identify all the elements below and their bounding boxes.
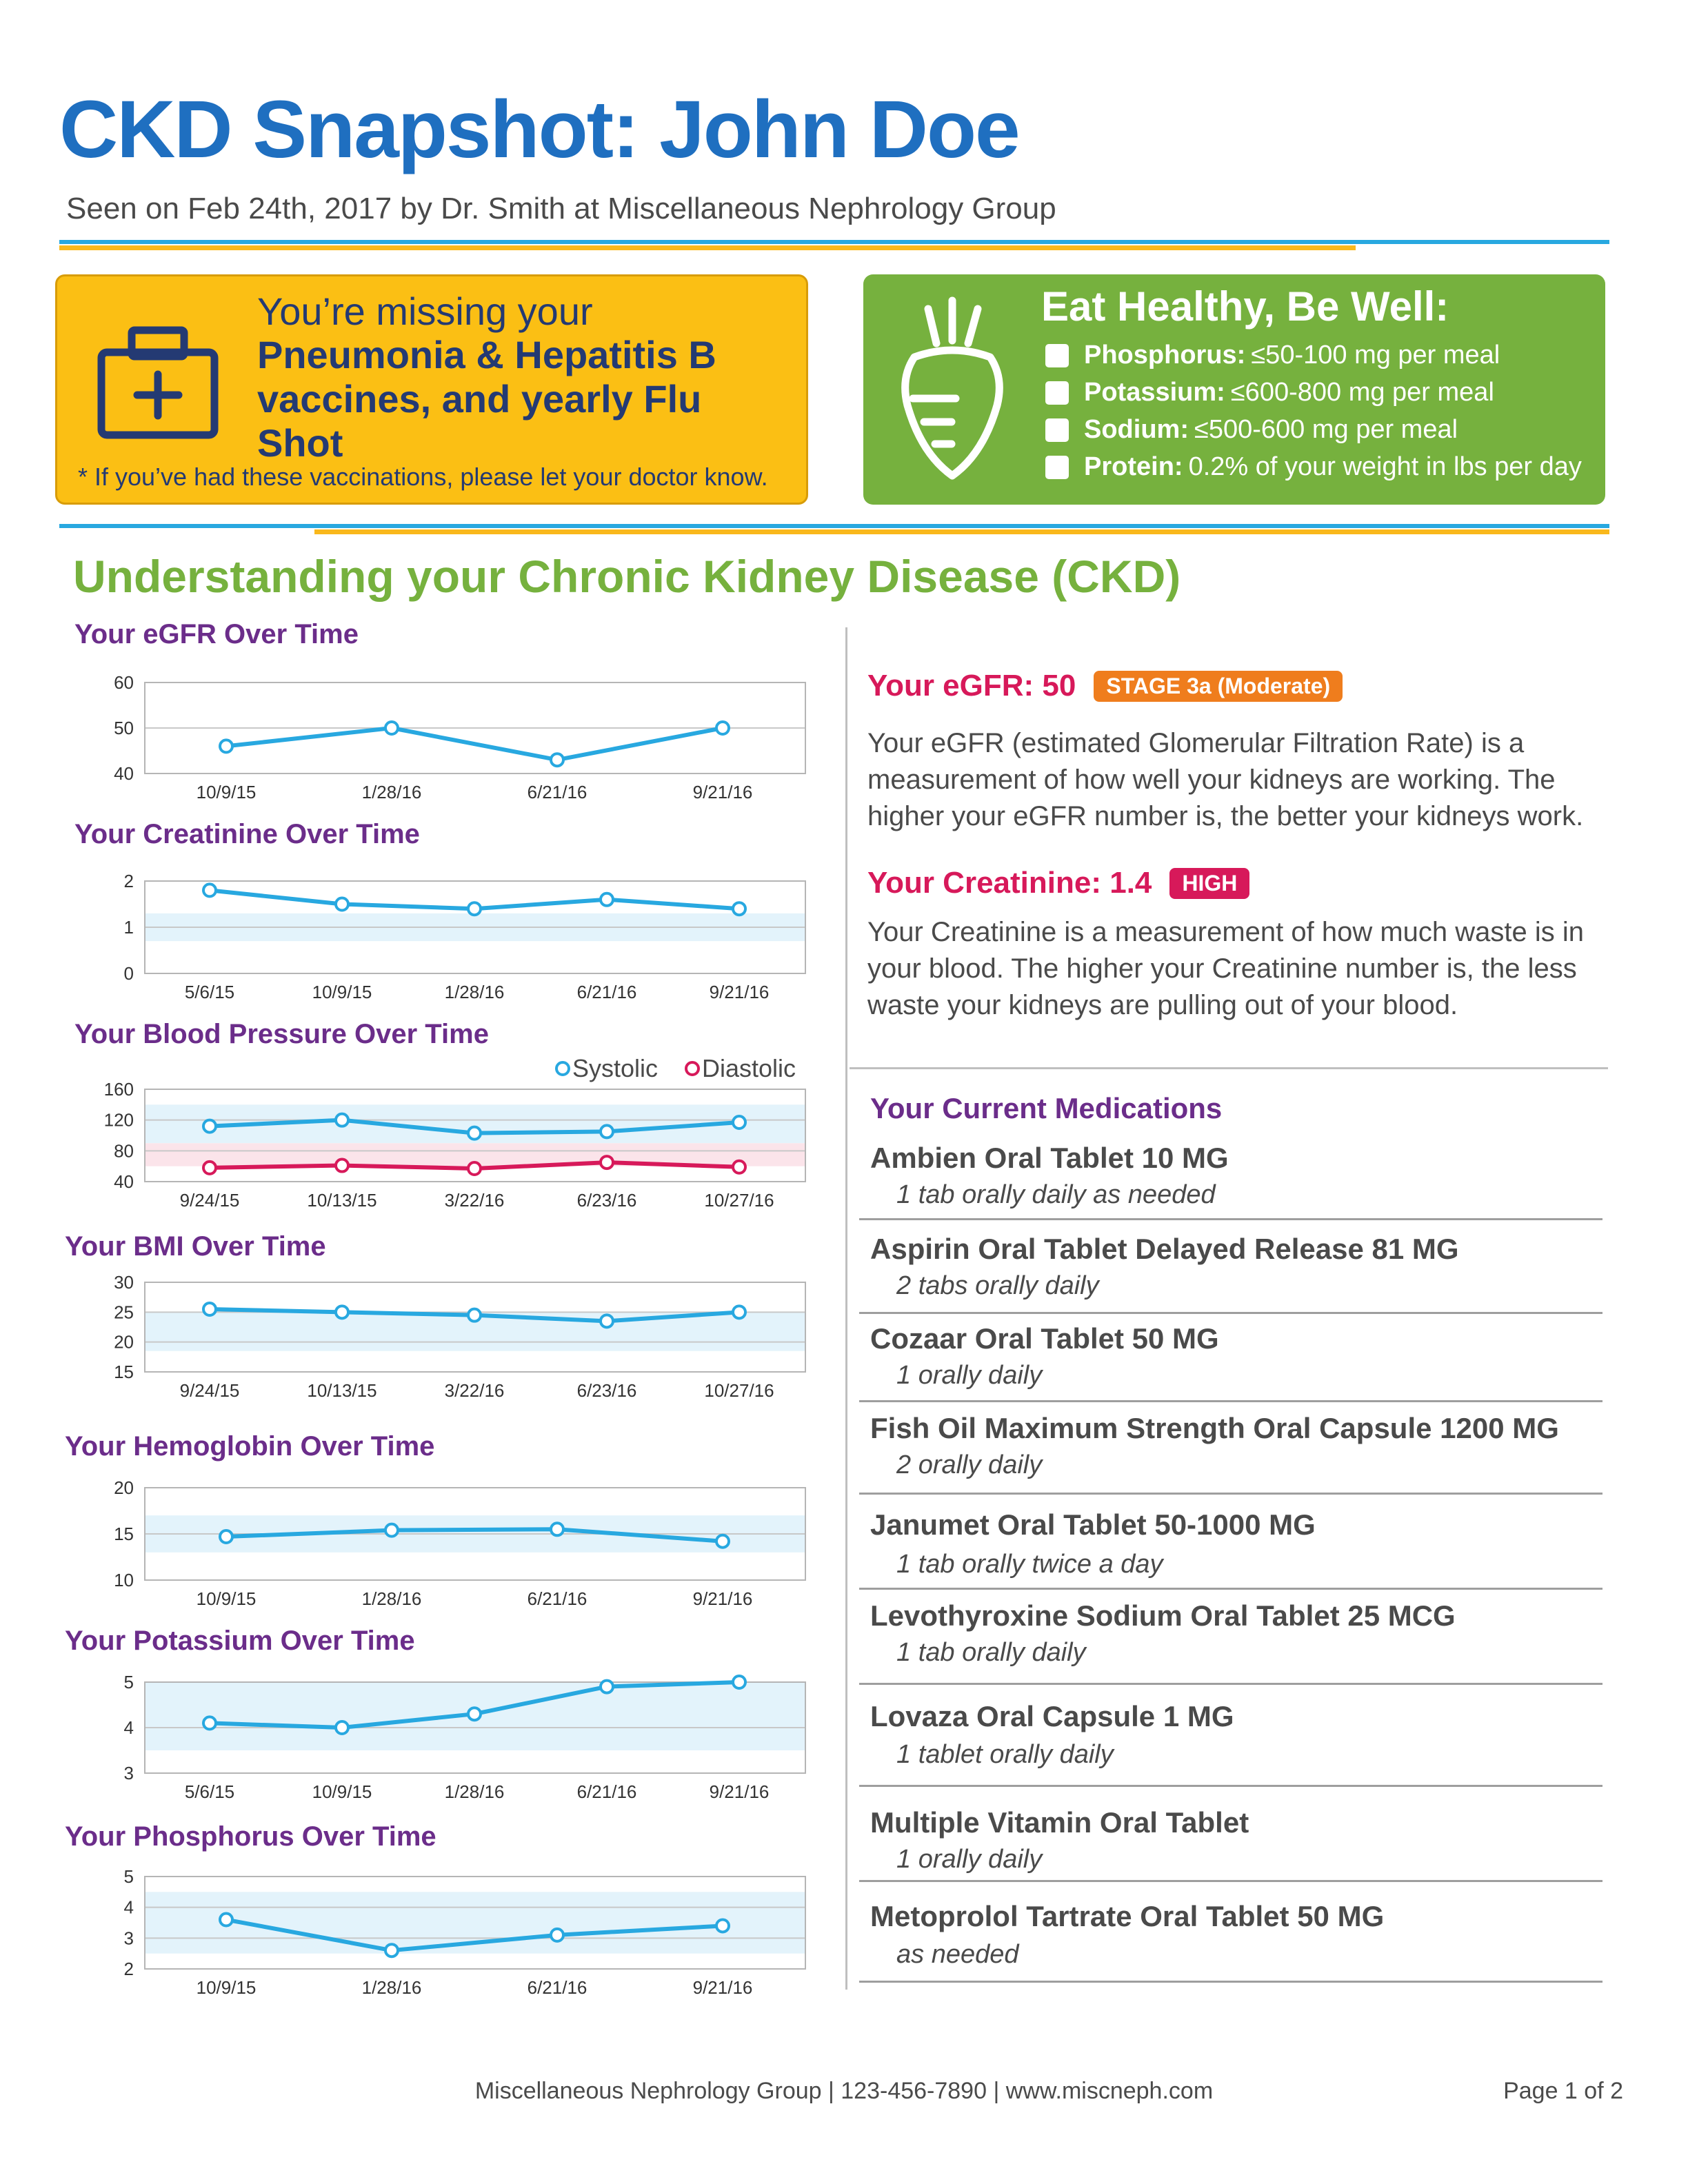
bmi-chart bbox=[0, 1268, 827, 1413]
data-point bbox=[203, 884, 216, 896]
creatinine-label: Your Creatinine: 1.4 bbox=[867, 866, 1152, 900]
y-tick-label: 5 bbox=[123, 1672, 134, 1692]
x-tick-label: 9/21/16 bbox=[709, 1781, 770, 1802]
x-tick-label: 3/22/16 bbox=[444, 1380, 505, 1401]
data-point bbox=[733, 1676, 745, 1688]
medication-name: Metoprolol Tartrate Oral Tablet 50 MG bbox=[870, 1900, 1385, 1932]
checkbox-icon bbox=[1045, 381, 1069, 405]
medication-dose: 2 tabs orally daily bbox=[896, 1271, 1099, 1300]
data-point bbox=[336, 1306, 348, 1318]
column-divider bbox=[845, 627, 847, 1990]
data-point bbox=[601, 1125, 613, 1138]
diet-title: Eat Healthy, Be Well: bbox=[1041, 283, 1449, 330]
x-tick-label: 6/21/16 bbox=[527, 1588, 587, 1609]
medication-name: Janumet Oral Tablet 50-1000 MG bbox=[870, 1508, 1316, 1541]
x-tick-label: 9/24/15 bbox=[179, 1380, 240, 1401]
medication-dose: as needed bbox=[896, 1940, 1019, 1969]
data-point bbox=[733, 1161, 745, 1173]
x-tick-label: 6/23/16 bbox=[576, 1190, 637, 1211]
bmi-chart-title: Your BMI Over Time bbox=[65, 1231, 326, 1262]
data-point bbox=[385, 1944, 398, 1957]
creatinine-status-badge: HIGH bbox=[1169, 868, 1249, 899]
hemoglobin-chart-title: Your Hemoglobin Over Time bbox=[65, 1431, 435, 1462]
diet-item-label: Sodium: bbox=[1084, 415, 1189, 444]
y-tick-label: 0 bbox=[123, 963, 134, 984]
x-tick-label: 6/21/16 bbox=[527, 782, 587, 802]
x-tick-label: 9/21/16 bbox=[692, 1588, 753, 1609]
data-point bbox=[551, 754, 563, 766]
hemoglobin-chart bbox=[0, 1474, 827, 1621]
data-point bbox=[551, 1523, 563, 1535]
blood-pressure-chart bbox=[0, 1054, 827, 1223]
medication-name: Multiple Vitamin Oral Tablet bbox=[870, 1806, 1249, 1839]
x-tick-label: 9/21/16 bbox=[692, 1977, 753, 1998]
x-tick-label: 10/9/15 bbox=[312, 982, 372, 1002]
data-point bbox=[716, 722, 729, 734]
diet-item-protein bbox=[1045, 452, 1582, 482]
diet-item-value: 0.2% of your weight in lbs per day bbox=[1188, 452, 1582, 481]
y-tick-label: 160 bbox=[103, 1079, 134, 1100]
data-point bbox=[203, 1162, 216, 1174]
data-point bbox=[203, 1717, 216, 1729]
x-tick-label: 1/28/16 bbox=[361, 1977, 422, 1998]
x-tick-label: 10/9/15 bbox=[196, 1977, 257, 1998]
medication-dose: 2 orally daily bbox=[896, 1450, 1043, 1479]
data-point bbox=[203, 1120, 216, 1133]
data-point bbox=[733, 1116, 745, 1129]
diet-item-potassium bbox=[1045, 378, 1494, 407]
medication-dose: 1 tab orally daily bbox=[896, 1638, 1086, 1667]
y-tick-label: 4 bbox=[123, 1717, 134, 1738]
data-point bbox=[551, 1929, 563, 1941]
y-tick-label: 120 bbox=[103, 1109, 134, 1131]
carrot-icon bbox=[894, 295, 1011, 481]
legend-marker bbox=[556, 1062, 569, 1075]
potassium-chart-title: Your Potassium Over Time bbox=[65, 1626, 415, 1656]
diet-item-sodium bbox=[1045, 415, 1458, 445]
data-point bbox=[601, 893, 613, 906]
creatinine-heading bbox=[867, 866, 1249, 900]
data-point bbox=[468, 1708, 481, 1720]
medication-dose: 1 orally daily bbox=[896, 1845, 1043, 1874]
data-point bbox=[468, 1309, 481, 1322]
y-tick-label: 60 bbox=[114, 672, 134, 693]
medication-dose: 1 tab orally daily as needed bbox=[896, 1180, 1216, 1209]
x-tick-label: 10/9/15 bbox=[196, 1588, 257, 1609]
medication-item bbox=[859, 1599, 1602, 1685]
data-point bbox=[336, 1114, 348, 1126]
data-point bbox=[716, 1535, 729, 1548]
data-point bbox=[220, 740, 232, 752]
y-tick-label: 20 bbox=[114, 1477, 134, 1498]
egfr-stage-badge: STAGE 3a (Moderate) bbox=[1094, 671, 1343, 702]
medication-dose: 1 orally daily bbox=[896, 1361, 1043, 1390]
x-tick-label: 5/6/15 bbox=[184, 982, 235, 1002]
y-tick-label: 50 bbox=[114, 718, 134, 738]
diet-item-value: ≤50-100 mg per meal bbox=[1251, 341, 1500, 370]
y-tick-label: 20 bbox=[114, 1331, 134, 1353]
medication-name: Ambien Oral Tablet 10 MG bbox=[870, 1142, 1229, 1174]
medication-item bbox=[859, 1142, 1602, 1220]
data-point bbox=[468, 1162, 481, 1175]
y-tick-label: 25 bbox=[114, 1302, 134, 1323]
medications-title: Your Current Medications bbox=[870, 1092, 1223, 1124]
y-tick-label: 3 bbox=[123, 1928, 134, 1949]
data-point bbox=[733, 902, 745, 915]
data-point bbox=[601, 1156, 613, 1169]
diet-item-value: ≤600-800 mg per meal bbox=[1230, 378, 1494, 407]
y-tick-label: 5 bbox=[123, 1866, 134, 1887]
data-point bbox=[385, 1524, 398, 1537]
y-tick-label: 80 bbox=[114, 1140, 134, 1162]
legend-marker bbox=[686, 1062, 699, 1075]
vaccine-note: * If you’ve had these vaccinations, please let your doctor know. bbox=[78, 463, 768, 491]
checkbox-icon bbox=[1045, 418, 1069, 442]
x-tick-label: 1/28/16 bbox=[361, 1588, 422, 1609]
data-point bbox=[716, 1919, 729, 1932]
diet-item-phosphorus bbox=[1045, 341, 1500, 370]
x-tick-label: 9/24/15 bbox=[179, 1190, 240, 1211]
x-tick-label: 10/9/15 bbox=[312, 1781, 372, 1802]
legend-label: Diastolic bbox=[702, 1054, 796, 1082]
legend-label: Systolic bbox=[572, 1054, 659, 1082]
data-point bbox=[385, 722, 398, 734]
potassium-chart bbox=[0, 1668, 827, 1814]
header-divider-blue bbox=[59, 240, 1609, 244]
blood-pressure-chart-title: Your Blood Pressure Over Time bbox=[74, 1019, 489, 1049]
medication-name: Fish Oil Maximum Strength Oral Capsule 1200 MG bbox=[870, 1412, 1559, 1444]
medication-item bbox=[859, 1412, 1602, 1495]
y-tick-label: 2 bbox=[123, 871, 134, 891]
phosphorus-chart bbox=[0, 1863, 827, 2010]
x-tick-label: 6/21/16 bbox=[576, 982, 637, 1002]
data-point bbox=[336, 1721, 348, 1734]
x-tick-label: 9/21/16 bbox=[692, 782, 753, 802]
y-tick-label: 1 bbox=[123, 917, 134, 938]
creatinine-chart bbox=[0, 867, 827, 1015]
medication-name: Lovaza Oral Capsule 1 MG bbox=[870, 1700, 1234, 1732]
medications-divider bbox=[850, 1067, 1608, 1069]
x-tick-label: 6/21/16 bbox=[576, 1781, 637, 1802]
x-tick-label: 5/6/15 bbox=[184, 1781, 235, 1802]
visit-subtitle: Seen on Feb 24th, 2017 by Dr. Smith at Miscellaneous Nephrology Group bbox=[66, 192, 1056, 225]
data-point bbox=[733, 1306, 745, 1318]
data-point bbox=[203, 1303, 216, 1315]
diet-item-label: Potassium: bbox=[1084, 378, 1225, 407]
medication-item bbox=[859, 1322, 1602, 1402]
section-divider-yellow bbox=[314, 529, 1609, 534]
diet-item-value: ≤500-600 mg per meal bbox=[1194, 415, 1458, 444]
checkbox-icon bbox=[1045, 344, 1069, 367]
y-tick-label: 2 bbox=[123, 1959, 134, 1979]
egfr-chart bbox=[0, 669, 827, 815]
diet-item-label: Phosphorus: bbox=[1084, 341, 1246, 370]
series-line bbox=[226, 728, 723, 760]
checkbox-icon bbox=[1045, 456, 1069, 479]
medication-name: Levothyroxine Sodium Oral Tablet 25 MCG bbox=[870, 1599, 1456, 1632]
diet-item-label: Protein: bbox=[1084, 452, 1183, 481]
medication-dose: 1 tablet orally daily bbox=[896, 1740, 1114, 1769]
section-title: Understanding your Chronic Kidney Disease (CKD) bbox=[73, 551, 1181, 602]
data-point bbox=[468, 1127, 481, 1140]
egfr-label: Your eGFR: 50 bbox=[867, 669, 1076, 702]
x-tick-label: 1/28/16 bbox=[444, 982, 505, 1002]
egfr-heading bbox=[867, 669, 1343, 703]
medication-item bbox=[859, 1508, 1602, 1590]
data-point bbox=[336, 1160, 348, 1172]
x-tick-label: 6/21/16 bbox=[527, 1977, 587, 1998]
x-tick-label: 6/23/16 bbox=[576, 1380, 637, 1401]
page-number: Page 1 of 2 bbox=[1503, 2078, 1623, 2104]
data-point bbox=[601, 1681, 613, 1693]
medication-name: Cozaar Oral Tablet 50 MG bbox=[870, 1322, 1219, 1355]
x-tick-label: 10/13/15 bbox=[307, 1190, 377, 1211]
data-point bbox=[601, 1315, 613, 1327]
medication-item bbox=[859, 1900, 1602, 1983]
footer-contact: Miscellaneous Nephrology Group | 123-456-7890 | www.miscneph.com bbox=[474, 2078, 1214, 2104]
x-tick-label: 3/22/16 bbox=[444, 1190, 505, 1211]
egfr-chart-title: Your eGFR Over Time bbox=[74, 619, 359, 649]
page-title: CKD Snapshot: John Doe bbox=[59, 84, 1019, 175]
egfr-description: Your eGFR (estimated Glomerular Filtration Rate) is a measurement of how well your kidneys are working. The higher your eGFR number is, the better your kidneys work. bbox=[867, 728, 1584, 831]
y-tick-label: 15 bbox=[114, 1362, 134, 1382]
x-tick-label: 1/28/16 bbox=[444, 1781, 505, 1802]
y-tick-label: 4 bbox=[123, 1897, 134, 1918]
y-tick-label: 10 bbox=[114, 1570, 134, 1590]
y-tick-label: 40 bbox=[114, 763, 134, 784]
data-point bbox=[468, 902, 481, 915]
y-tick-label: 30 bbox=[114, 1272, 134, 1293]
x-tick-label: 1/28/16 bbox=[361, 782, 422, 802]
creatinine-chart-title: Your Creatinine Over Time bbox=[74, 819, 420, 849]
section-divider-blue bbox=[59, 524, 1609, 528]
medication-dose: 1 tab orally twice a day bbox=[896, 1550, 1163, 1579]
y-tick-label: 40 bbox=[114, 1171, 134, 1192]
data-point bbox=[220, 1914, 232, 1926]
x-tick-label: 9/21/16 bbox=[709, 982, 770, 1002]
x-tick-label: 10/27/16 bbox=[704, 1380, 774, 1401]
medication-item bbox=[859, 1700, 1602, 1787]
vaccine-reminder-box bbox=[55, 274, 808, 505]
data-point bbox=[220, 1530, 232, 1543]
vaccine-intro: You’re missing your bbox=[257, 290, 593, 333]
y-tick-label: 3 bbox=[123, 1763, 134, 1783]
y-tick-label: 15 bbox=[114, 1524, 134, 1544]
medication-item bbox=[859, 1806, 1602, 1882]
first-aid-kit-icon bbox=[96, 325, 220, 442]
x-tick-label: 10/9/15 bbox=[196, 782, 257, 802]
medication-name: Aspirin Oral Tablet Delayed Release 81 MG bbox=[870, 1233, 1459, 1265]
data-point bbox=[336, 898, 348, 911]
creatinine-description: Your Creatinine is a measurement of how much waste is in your blood. The higher your Creatinine number is, the less waste your kidneys are pulling out of your blood. bbox=[867, 917, 1585, 1020]
phosphorus-chart-title: Your Phosphorus Over Time bbox=[65, 1821, 436, 1852]
missing-vaccines: Pneumonia & Hepatitis B vaccines, and yearly Flu Shot bbox=[257, 333, 716, 465]
header-divider-yellow bbox=[59, 245, 1356, 250]
x-tick-label: 10/27/16 bbox=[704, 1190, 774, 1211]
diet-guidelines-box bbox=[863, 274, 1605, 505]
medication-item bbox=[859, 1233, 1602, 1314]
x-tick-label: 10/13/15 bbox=[307, 1380, 377, 1401]
